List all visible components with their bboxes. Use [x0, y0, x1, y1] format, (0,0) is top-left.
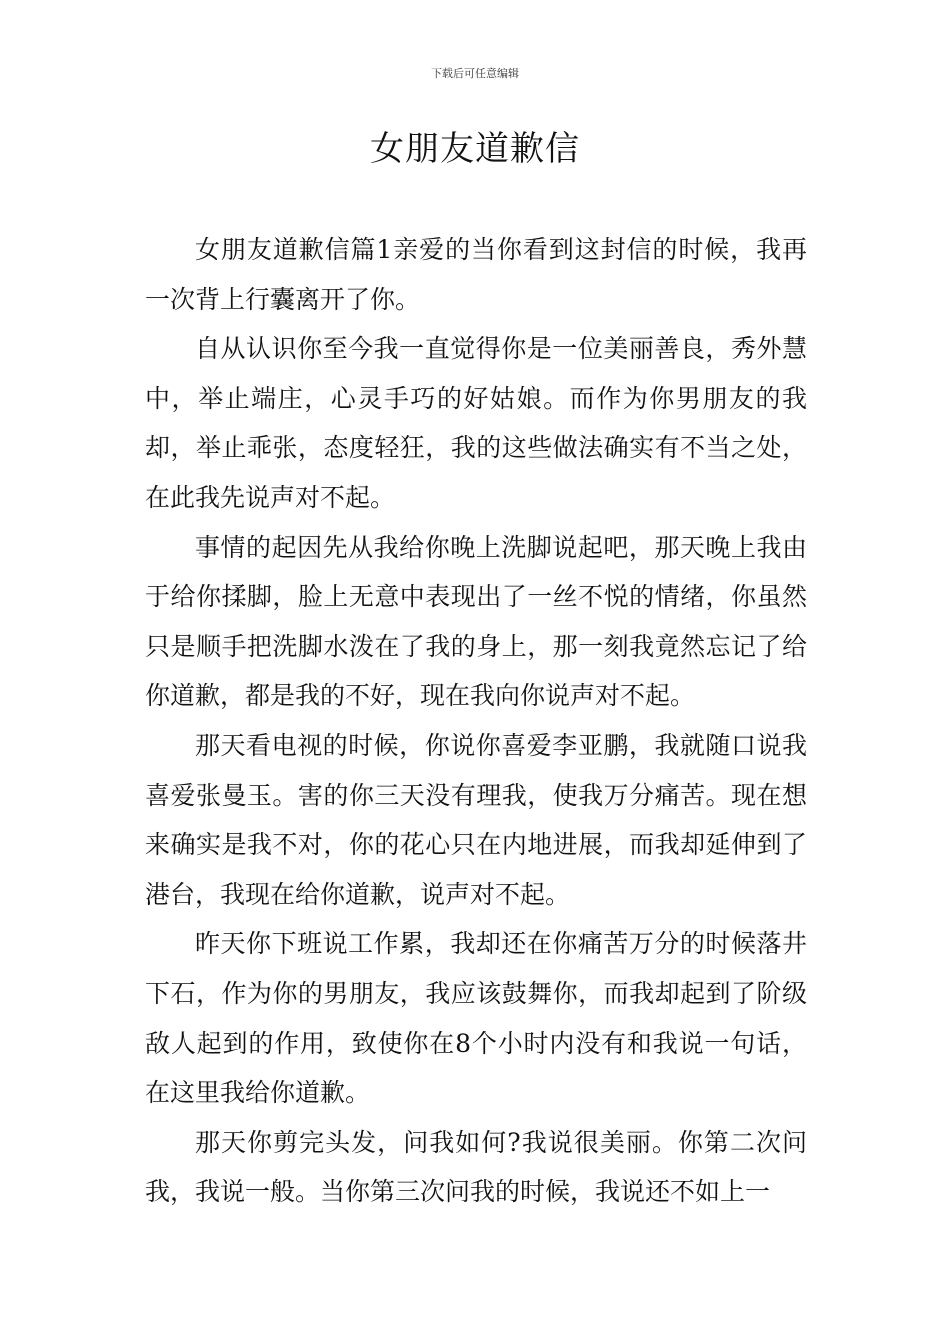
paragraph-3: 事情的起因先从我给你晚上洗脚说起吧，那天晚上我由于给你揉脚，脸上无意中表现出了一丝不悦的情绪，你虽然只是顺手把洗脚水泼在了我的身上，那一刻我竟然忘记了给你道歉，都是我的不好，现在我向你说声对不起。	[145, 532, 807, 711]
paragraph-5: 昨天你下班说工作累，我却还在你痛苦万分的时候落井下石，作为你的男朋友，我应该鼓舞你，而我却起到了阶级敌人起到的作用，致使你在8个小时内没有和我说一句话，在这里我给你道歉。	[145, 929, 807, 1108]
paragraph-6: 那天你剪完头发，问我如何?我说很美丽。你第二次问我，我说一般。当你第三次问我的时候，我说还不如上一	[145, 1127, 807, 1207]
paragraph-1: 女朋友道歉信篇1亲爱的当你看到这封信的时候，我再一次背上行囊离开了你。	[145, 235, 807, 314]
paragraph-2: 自从认识你至今我一直觉得你是一位美丽善良，秀外慧中，举止端庄，心灵手巧的好姑娘。而作为你男朋友的我却，举止乖张，态度轻狂，我的这些做法确实有不当之处，在此我先说声对不起。	[145, 334, 807, 512]
letter-body	[145, 225, 807, 1217]
paragraph-4: 那天看电视的时候，你说你喜爱李亚鹏，我就随口说我喜爱张曼玉。害的你三天没有理我，使我万分痛苦。现在想来确实是我不对，你的花心只在内地进展，而我却延伸到了港台，我现在给你道歉，说声对不起。	[145, 730, 807, 909]
header-note: 下载后可任意编辑	[431, 67, 519, 80]
document-title: 女朋友道歉信	[370, 129, 580, 169]
